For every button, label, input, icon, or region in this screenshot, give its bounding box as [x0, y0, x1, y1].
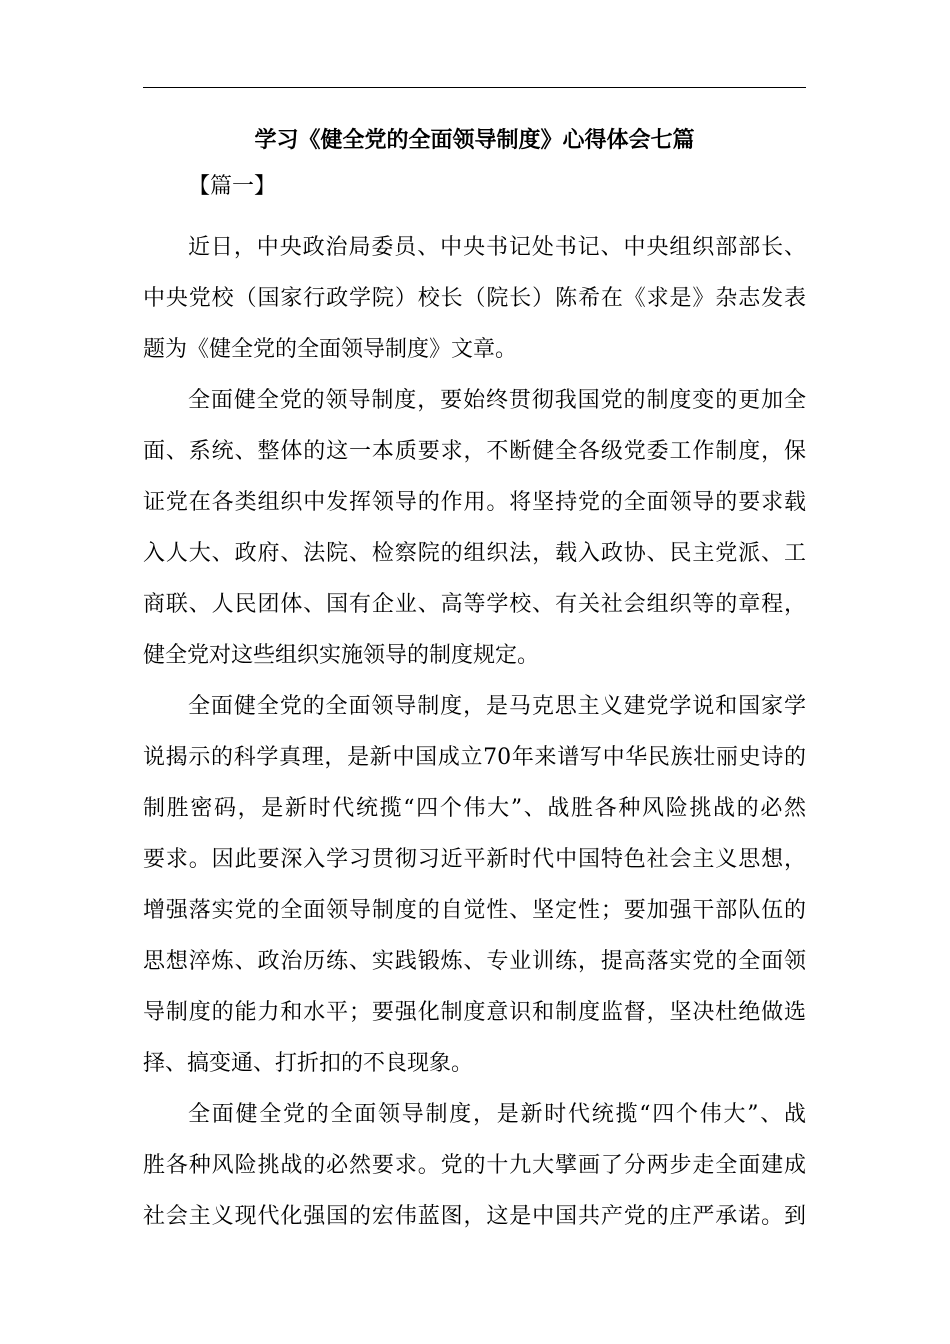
text-line: 近日，中央政治局委员、中央书记处书记、中央组织部部长、	[188, 235, 806, 260]
text-line: 商联、人民团体、国有企业、高等学校、有关社会组织等的章程，	[143, 592, 806, 617]
text-line: 导制度的能力和水平；要强化制度意识和制度监督，坚决杜绝做选	[143, 1000, 806, 1025]
text-line: 要求。因此要深入学习贯彻习近平新时代中国特色社会主义思想，	[143, 847, 806, 872]
text-line: 题为《健全党的全面领导制度》文章。	[143, 337, 518, 362]
paragraph	[143, 222, 806, 375]
text-line: 中央党校（国家行政学院）校长（院长）陈希在《求是》杂志发表	[143, 286, 806, 311]
text-line: 制胜密码，是新时代统揽“四个伟大”、战胜各种风险挑战的必然	[143, 796, 806, 821]
section-label: 【篇一】	[188, 174, 277, 199]
text-line: 说揭示的科学真理，是新中国成立70年来谱写中华民族壮丽史诗的	[143, 745, 806, 770]
text-line: 增强落实党的全面领导制度的自觉性、坚定性；要加强干部队伍的	[143, 898, 806, 923]
header-rule	[143, 87, 806, 88]
text-line: 全面健全党的领导制度，要始终贯彻我国党的制度变的更加全	[188, 388, 806, 413]
text-line: 证党在各类组织中发挥领导的作用。将坚持党的全面领导的要求载	[143, 490, 806, 515]
document-body	[143, 222, 806, 1242]
text-line: 面、系统、整体的这一本质要求，不断健全各级党委工作制度，保	[143, 439, 806, 464]
text-line: 胜各种风险挑战的必然要求。党的十九大擘画了分两步走全面建成	[143, 1153, 806, 1178]
text-line: 健全党对这些组织实施领导的制度规定。	[143, 643, 540, 668]
text-line: 社会主义现代化强国的宏伟蓝图，这是中国共产党的庄严承诺。到	[143, 1204, 806, 1229]
text-line: 全面健全党的全面领导制度，是新时代统揽“四个伟大”、战	[188, 1102, 806, 1127]
paragraph	[143, 681, 806, 1089]
text-line: 择、搞变通、打折扣的不良现象。	[143, 1051, 474, 1076]
document-title: 学习《健全党的全面领导制度》心得体会七篇	[254, 127, 695, 153]
text-line: 思想淬炼、政治历练、实践锻炼、专业训练，提高落实党的全面领	[143, 949, 806, 974]
paragraph	[143, 375, 806, 681]
paragraph	[143, 1089, 806, 1242]
text-line: 入人大、政府、法院、检察院的组织法，载入政协、民主党派、工	[143, 541, 806, 566]
text-line: 全面健全党的全面领导制度，是马克思主义建党学说和国家学	[188, 694, 806, 719]
